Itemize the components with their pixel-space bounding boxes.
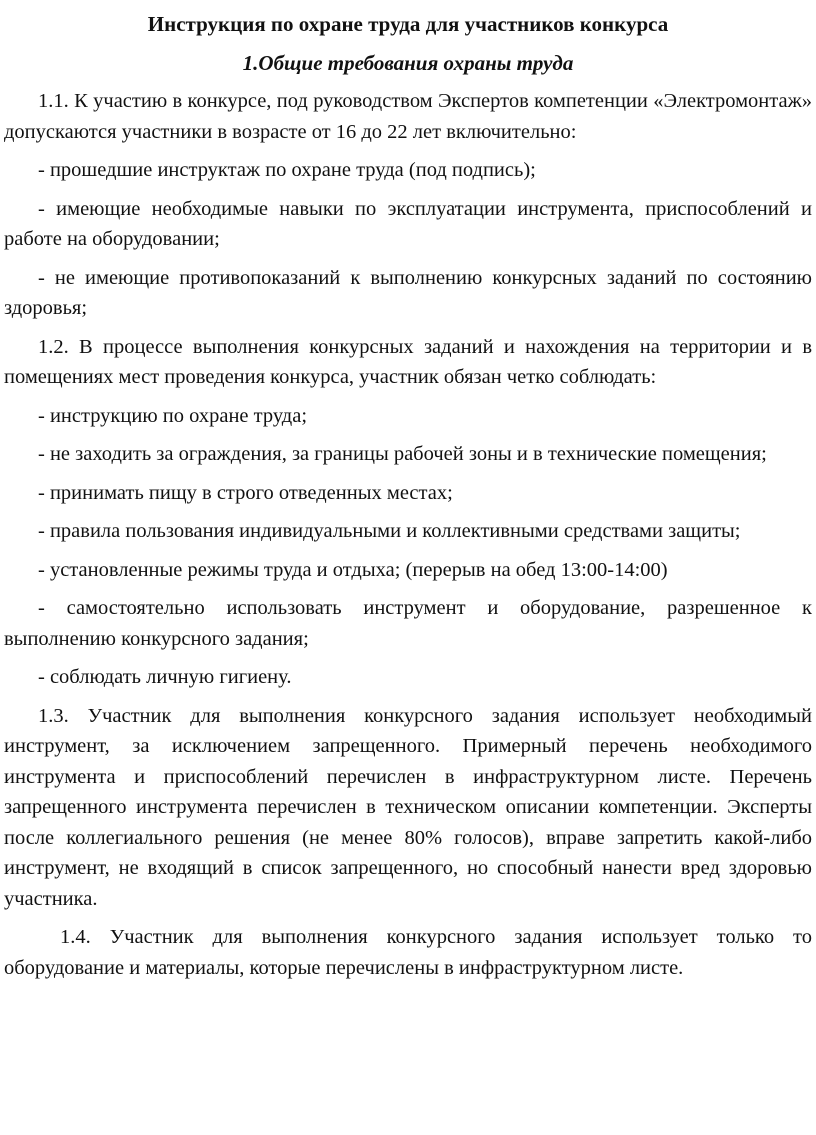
list-item: - инструкцию по охране труда; [38, 404, 308, 427]
list-item: - установленные режимы труда и отдыха; (перерыв на обед 13:00-14:00) [38, 558, 668, 581]
section-title: 1.Общие требования охраны труда [242, 51, 574, 75]
paragraph-1-2: 1.2. В процессе выполнения конкурсных заданий и нахождения на территории и в помещениях мест проведения конкурса, участник обязан четко соблюдать: [4, 335, 812, 388]
paragraph-1-1: 1.1. К участию в конкурсе, под руководством Экспертов компетенции «Электромонтаж» допускаются участники в возрасте от 16 до 22 лет включительно: [4, 90, 812, 143]
list-item: - не имеющие противопоказаний к выполнению конкурсных заданий по состоянию здоровья; [4, 266, 812, 319]
list-item: - правила пользования индивидуальными и коллективными средствами защиты; [38, 520, 741, 542]
list-item: - соблюдать личную гигиену. [38, 666, 292, 688]
list-item: - принимать пищу в строго отведенных местах; [38, 481, 453, 504]
list-item: - не заходить за ограждения, за границы рабочей зоны и в технические помещения; [38, 443, 767, 465]
list-item: - самостоятельно использовать инструмент и оборудование, разрешенное к выполнению конкурсного задания; [4, 597, 812, 650]
list-item: - имеющие необходимые навыки по эксплуатации инструмента, приспособлений и работе на оборудовании; [4, 197, 812, 250]
paragraph-1-3: 1.3. Участник для выполнения конкурсного задания использует необходимый инструмент, за исключением запрещенного. Примерный перечень необходимого инструмента и приспособлений перечислен в инфраструктурном листе. Перечень запрещенного инструмента перечислен в техническом описании компетенции. Эксперты после коллегиального решения (не менее 80% голосов), вправе запретить какой-либо инструмент, не входящий в список запрещенного, но способный нанести вред здоровью участника. [4, 704, 812, 910]
document-title: Инструкция по охране труда для участников конкурса [147, 12, 669, 36]
list-item: - прошедшие инструктаж по охране труда (под подпись); [38, 159, 536, 181]
paragraph-1-4: 1.4. Участник для выполнения конкурсного задания использует только то оборудование и материалы, которые перечислены в инфраструктурном листе. [4, 926, 812, 979]
